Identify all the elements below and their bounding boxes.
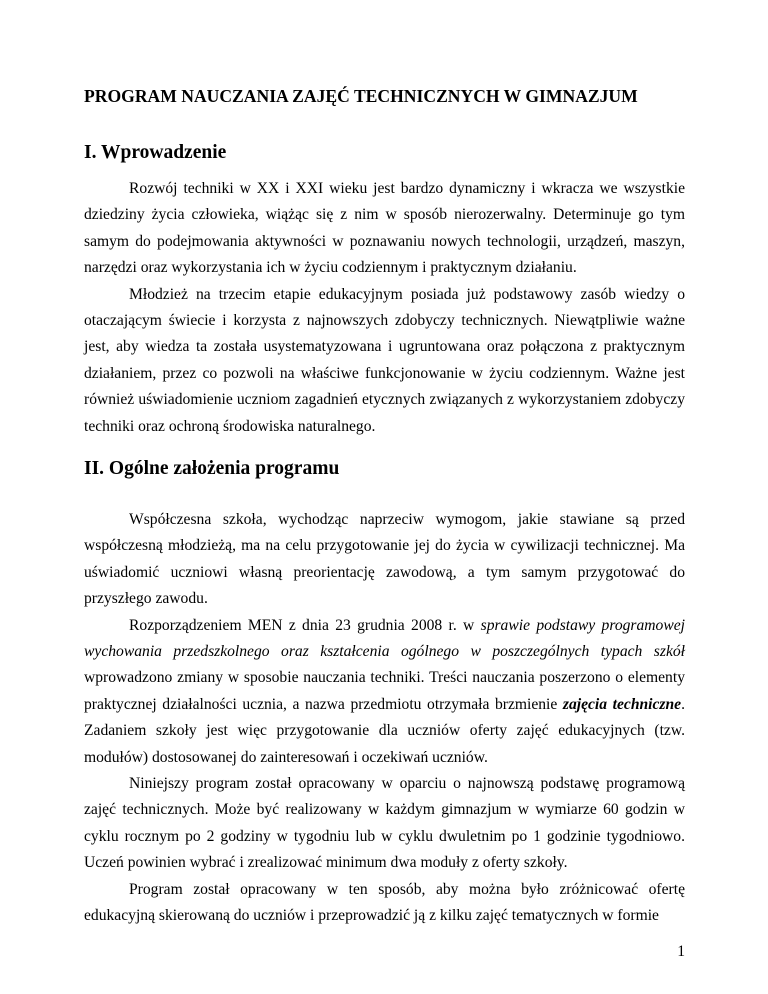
subject-name: zajęcia techniczne — [562, 695, 682, 713]
paragraph-text: wprowadzono zmiany w sposobie nauczania techniki. Treści nauczania poszerzono o elementy praktycznej działalności ucznia, a nazwa przedmiotu otrzymała brzmienie — [84, 669, 685, 713]
paragraph-text: . Zadaniem szkoły jest więc przygotowanie dla uczniów oferty zajęć edukacyjnych (tzw. modułów) dostosowanej do zainteresowań i oczekiwań uczniów. — [84, 695, 685, 766]
regulation-title: sprawie podstawy programowej wychowania przedszkolnego oraz kształcenia ogólnego w poszczególnych typach szkół — [84, 616, 685, 661]
page-number: 1 — [677, 943, 685, 960]
paragraph: Niniejszy program został opracowany w oparciu o najnowszą podstawę programową zajęć technicznych. Może być realizowany w każdym gimnazjum w wymiarze 60 godzin w cyklu rocznym po 2 godziny w tygodniu lub w cyklu dwuletnim po 1 godzinie tygodniowo. Uczeń powinien wybrać i zrealizować minimum dwa moduły z oferty szkoły. — [84, 775, 685, 872]
section-general-assumptions-body — [84, 507, 685, 930]
paragraph: Rozwój techniki w XX i XXI wieku jest bardzo dynamiczny i wkracza we wszystkie dziedziny życia człowieka, wiążąc się z nim w sposób nierozerwalny. Determinuje go tym samym do podejmowania aktywności w poznawaniu nowych technologii, urządzeń, maszyn, narzędzi oraz wykorzystania ich w życiu codziennym i praktycznym działaniu. — [84, 180, 685, 277]
paragraph: Młodzież na trzecim etapie edukacyjnym posiada już podstawowy zasób wiedzy o otaczającym świecie i korzysta z najnowszych zdobyczy technicznych. Niewątpliwie ważne jest, aby wiedza ta została usystematyzowana i ugruntowana oraz połączona z praktycznym działaniem, przez co pozwoli na właściwe funkcjonowanie w życiu codziennym. Ważne jest również uświadomienie uczniom zagadnień etycznych związanych z wykorzystaniem zdobyczy techniki oraz ochroną środowiska naturalnego. — [84, 285, 685, 435]
document-title: PROGRAM NAUCZANIA ZAJĘĆ TECHNICZNYCH W GIMNAZJUM — [84, 86, 638, 106]
paragraph-text: Rozporządzeniem MEN z dnia 23 grudnia 2008 r. w — [129, 616, 481, 634]
section-heading-introduction: I. Wprowadzenie — [84, 142, 227, 163]
paragraph-regulation — [84, 613, 685, 771]
section-introduction-body — [84, 176, 685, 440]
paragraph: Współczesna szkoła, wychodząc naprzeciw wymogom, jakie stawiane są przed współczesną młodzieżą, ma na celu przygotowanie jej do życia w cywilizacji technicznej. Ma uświadomić uczniowi własną preorientację zawodową, a tym samym przygotować do przyszłego zawodu. — [84, 511, 685, 608]
paragraph: Program został opracowany w ten sposób, aby można było zróżnicować ofertę edukacyjną skierowaną do uczniów i przeprowadzić ją z kilku zajęć tematycznych w formie — [84, 880, 685, 925]
section-heading-general-assumptions: II. Ogólne założenia programu — [84, 458, 340, 479]
